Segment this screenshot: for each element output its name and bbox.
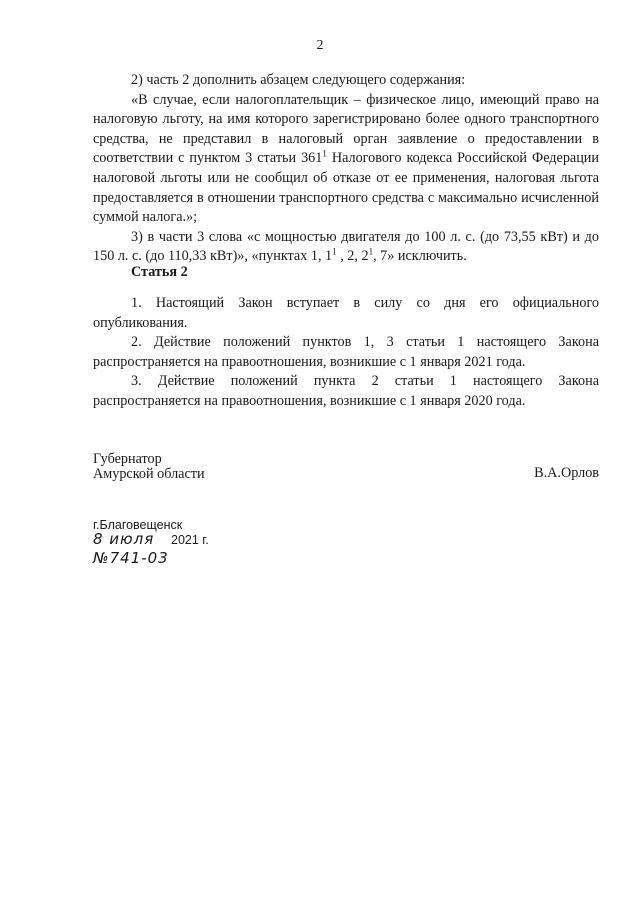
quote-superscript: 1 (322, 148, 327, 159)
signatory-name: В.А.Орлов (534, 465, 599, 481)
amendments-section (93, 71, 599, 267)
page-number: 2 (316, 38, 324, 53)
article-2-item-1: 1. Настоящий Закон вступает в силу со дня его официального опубликования. (93, 295, 599, 331)
item3-text-part3: , 7» исключить. (373, 248, 467, 265)
amendment-item-3 (93, 228, 599, 267)
handwritten-date: 8 июля (93, 530, 155, 548)
law-number: №741-03 (93, 549, 169, 567)
date-year: 2021 г. (171, 533, 209, 547)
signing-date (93, 530, 209, 548)
item3-text-part2: , 2, 2 (336, 248, 369, 265)
item3-superscript-2: 1 (368, 246, 374, 257)
amendment-item-2: 2) часть 2 дополнить абзацем следующего содержания: (131, 72, 466, 88)
place-of-signing: г.Благовещенск (93, 518, 183, 532)
signatory-title-line2: Амурской области (93, 466, 205, 482)
quote-text-part1: «В случае, если налогоплательщик – физическое лицо, имеющий право на налоговую льготу, на имя которого зарегистрировано более одного транспортного средства, не представил в налоговый орган заявление о предоставлении в соответствии с пунктом 3 статьи 361 (93, 91, 599, 167)
article-2-item-3: 3. Действие положений пункта 2 статьи 1 настоящего Закона распространяется на правоотношения, возникшие с 1 января 2020 года. (93, 373, 599, 409)
quote-text-part2: Налогового кодекса Российской Федерации налоговой льготы или не сообщил об отказе от ее применения, налоговая льгота предоставляется в отношении транспортного средства с максимально исчисленной суммой налога.»; (93, 150, 599, 226)
article-2-body (93, 294, 599, 412)
article-2-item-2: 2. Действие положений пунктов 1, 3 статьи 1 настоящего Закона распространяется на правоотношения, возникшие с 1 января 2021 года. (93, 334, 599, 370)
signatory-title (93, 452, 205, 482)
signatory-title-line1: Губернатор (93, 451, 162, 467)
item3-text-part1: 3) в части 3 слова «с мощностью двигателя до 100 л. с. (до 73,55 кВт) и до 150 л. с. (до 110,33 кВт)», «пунктах 1, 1 (93, 228, 599, 265)
article-2-heading: Статья 2 (131, 264, 188, 280)
amendment-quote-paragraph (93, 91, 599, 228)
item3-superscript-1: 1 (332, 246, 337, 257)
